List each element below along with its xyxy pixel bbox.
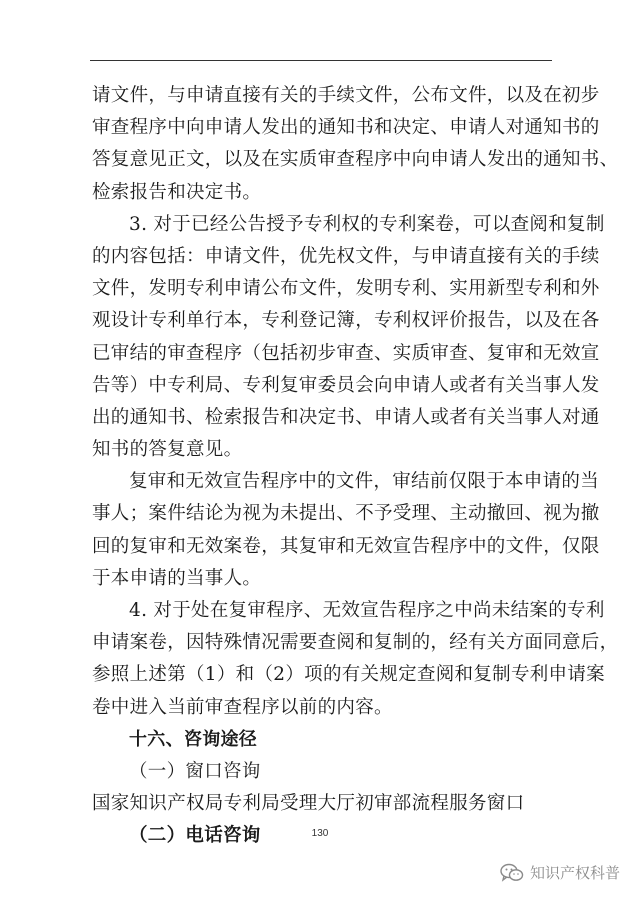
body-line: 已审结的审查程序（包括初步审查、实质审查、复审和无效宣 [92,342,600,364]
subsection-heading: （一）窗口咨询 [129,760,261,782]
paragraph-start-line: 3. 对于已经公告授予专利权的专利案卷，可以查阅和复制 [129,213,605,235]
paragraph-start-line: 4. 对于处在复审程序、无效宣告程序之中尚未结案的专利 [129,600,605,621]
body-line: 知书的答复意见。 [92,439,243,461]
body-line: 请文件，与申请直接有关的手续文件，公布文件，以及在初步 [92,85,600,106]
page-number: 130 [311,828,329,839]
body-line: 回的复审和无效案卷，其复审和无效宣告程序中的文件，仅限 [92,535,600,557]
body-line: 国家知识产权局专利局受理大厅初审部流程服务窗口 [92,793,525,815]
watermark [500,862,620,883]
watermark-text: 知识产权科普 [529,864,620,882]
section-heading: 十六、咨询途径 [129,728,258,750]
body-line: 的内容包括：申请文件，优先权文件，与申请直接有关的手续 [92,245,600,267]
body-line: 于本申请的当事人。 [92,567,262,589]
document-body [92,80,619,853]
header-rule [90,60,552,61]
wechat-icon [500,863,524,883]
body-line: 出的通知书、检索报告和决定书、申请人或者有关当事人对通 [92,406,600,428]
body-line: 检索报告和决定书。 [92,181,262,203]
body-line: 申请案卷，因特殊情况需要查阅和复制的，经有关方面同意后， [92,632,619,654]
paragraph-start-line: 复审和无效宣告程序中的文件，审结前仅限于本申请的当 [129,471,600,493]
subsection-heading: （二）电话咨询 [129,825,261,847]
body-line: 观设计专利单行本，专利登记簿，专利权评价报告，以及在各 [92,310,600,332]
body-line: 审查程序中向申请人发出的通知书和决定、申请人对通知书的 [92,117,600,139]
body-line: 告等）中专利局、专利复审委员会向申请人或者有关当事人发 [92,374,600,396]
body-line: 事人；案件结论为视为未提出、不予受理、主动撤回、视为撤 [92,503,600,525]
body-line: 参照上述第（1）和（2）项的有关规定查阅和复制专利申请案 [92,664,605,686]
body-line: 文件，发明专利申请公布文件，发明专利、实用新型专利和外 [92,278,600,300]
body-line: 卷中进入当前审查程序以前的内容。 [92,696,393,718]
body-line: 答复意见正文，以及在实质审查程序中向申请人发出的通知书、 [92,149,619,171]
